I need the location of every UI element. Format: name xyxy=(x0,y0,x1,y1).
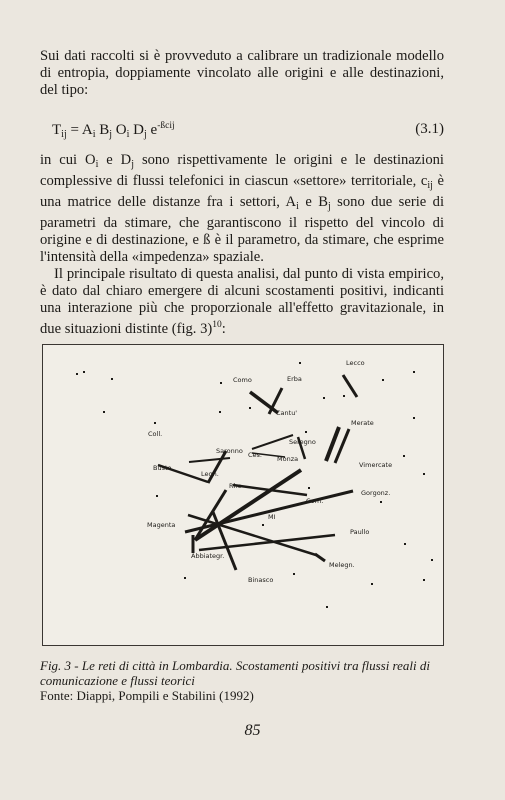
link-legnano-saronno xyxy=(208,451,226,483)
city-label-gorgonzola: Gorgonz. xyxy=(361,489,391,497)
footnote-ref: 10 xyxy=(212,320,222,330)
city-label-cantu: Cantu' xyxy=(276,409,298,417)
city-label-rho: Rho xyxy=(229,482,242,490)
city-label-abbiategrasso: Abbiategr. xyxy=(191,552,225,560)
paragraph-explanation xyxy=(40,152,444,338)
link-ces-seregno xyxy=(252,435,293,449)
map-dots xyxy=(76,362,433,608)
city-label-collate: Coll. xyxy=(148,430,163,438)
paragraph-intro xyxy=(40,48,444,99)
caption-title: Fig. 3 - Le reti di città in Lombardia. Scostamenti positivi tra flussi reali di comunicazione e flussi teorici xyxy=(40,658,430,688)
caption-source: Fonte: Diappi, Pompili e Stabilini (1992) xyxy=(40,688,254,703)
city-label-binasco: Binasco xyxy=(248,576,274,584)
city-label-legnano: Legn. xyxy=(201,470,219,478)
city-label-seregno: Seregno xyxy=(289,438,316,446)
city-label-lecco: Lecco xyxy=(346,359,365,367)
link-abbiategrasso-paullo xyxy=(199,535,335,550)
network-links xyxy=(158,375,357,570)
city-label-vimercate: Vimercate xyxy=(359,461,393,469)
paragraph-result-text: Il principale risultato di questa analisi, dal punto di vista empirico, è dato dal chiaro emergere di alcuni scostamenti positivi, indicanti una interazione più che proporzionale all'effetto gravitazionale, in due situazioni distinte (fig. 3)$^{10}$: xyxy=(40,266,444,337)
city-label-magenta: Magenta xyxy=(147,521,176,529)
city-label-busto: Busto xyxy=(153,464,172,472)
equation-formula: $T_{ij} = A_i$ $B_j$ $O_i$ $D_j$ $e^{-ßcij}$ xyxy=(52,121,175,140)
equation-number: (3.1) xyxy=(415,121,444,137)
city-label-milano: MI xyxy=(268,513,276,521)
city-label-cesano: Ces. xyxy=(248,451,262,459)
city-label-cernusco: Cern. xyxy=(306,497,324,505)
city-label-paullo: Paullo xyxy=(350,528,370,536)
city-label-monza: Monza xyxy=(277,455,299,463)
entropy-equation xyxy=(52,121,444,141)
link-magenta-gorgonzola xyxy=(185,491,353,532)
page-number: 85 xyxy=(244,722,261,739)
paragraph-intro-text: Sui dati raccolti si è provveduto a calibrare un tradizionale modello di entropia, doppiamente vincolato alle origini e alle destinazioni, del tipo: xyxy=(40,48,444,98)
link-melegnano-stub xyxy=(315,554,325,561)
city-label-erba: Erba xyxy=(287,375,302,383)
lombardy-network-map xyxy=(42,344,444,646)
city-label-como: Como xyxy=(233,376,252,384)
city-label-merate: Merate xyxy=(351,419,374,427)
paragraph-explanation-text: in cui $O_i$ e $D_j$ sono rispettivamente le origini e le destinazioni complessive di flussi telefonici in ciascun «settore» territoriale, $c_{ij}$ è una matrice delle distanze fra i settori, $A_i$ e $B_j$ sono due serie di parametri da stimare, che garantiscono il rispetto del vincolo di origine e di destinazione, e ß è il parametro, da stimare, che esprime l'intensità della «impedenza» spaziale. xyxy=(40,152,445,265)
map-drawing xyxy=(43,345,445,647)
link-lecco-descent xyxy=(343,375,357,397)
city-label-saronno: Saronno xyxy=(216,447,243,455)
figure-caption xyxy=(40,658,460,703)
link-saronno-monza xyxy=(189,458,230,462)
city-label-melegnano: Melegn. xyxy=(329,561,355,569)
